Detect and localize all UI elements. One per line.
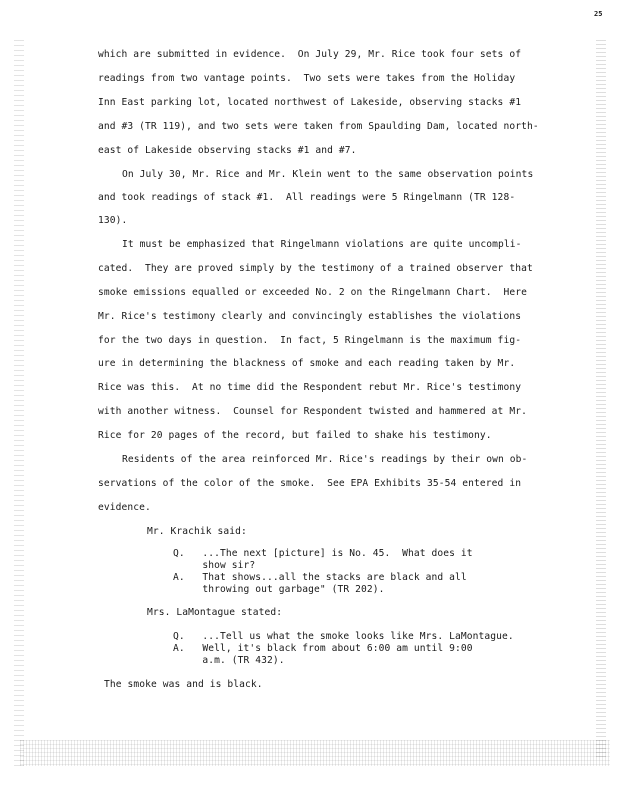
paragraph-line: for the two days in question. In fact, 5 Ringelmann is the maximum fig- (98, 335, 522, 346)
paragraph-line: Rice for 20 pages of the record, but failed to shake his testimony. (98, 430, 492, 441)
paragraph-line: Inn East parking lot, located northwest of Lakeside, observing stacks #1 (98, 97, 522, 108)
quote-line: a.m. (TR 432). (173, 655, 285, 666)
paragraph-line: Residents of the area reinforced Mr. Rice's readings by their own ob- (122, 454, 528, 465)
paragraph-line: evidence. (98, 502, 151, 513)
paragraph-line: which are submitted in evidence. On July 29, Mr. Rice took four sets of (98, 49, 522, 60)
paragraph-line: Mr. Rice's testimony clearly and convincingly establishes the violations (98, 311, 522, 322)
quote-line: show sir? (173, 560, 256, 571)
paragraph-line: and took readings of stack #1. All readings were 5 Ringelmann (TR 128- (98, 192, 516, 203)
quote-line: throwing out garbage" (TR 202). (173, 584, 385, 595)
scan-artifact-bottom (20, 740, 610, 766)
scan-artifact-left (14, 40, 24, 770)
quote-line: Q. ...The next [picture] is No. 45. What does it (173, 548, 473, 559)
paragraph-line: It must be emphasized that Ringelmann violations are quite uncompli- (122, 239, 522, 250)
paragraph-line: On July 30, Mr. Rice and Mr. Klein went to the same observation points (122, 169, 534, 180)
quote-intro: Mr. Krachik said: (147, 526, 247, 537)
conclusion-line: The smoke was and is black. (104, 679, 263, 690)
quote-intro: Mrs. LaMontague stated: (147, 607, 283, 618)
paragraph-line: with another witness. Counsel for Respondent twisted and hammered at Mr. (98, 406, 527, 417)
paragraph-line: readings from two vantage points. Two sets were takes from the Holiday (98, 73, 516, 84)
paragraph-line: east of Lakeside observing stacks #1 and #7. (98, 145, 357, 156)
paragraph-line: cated. They are proved simply by the testimony of a trained observer that (98, 263, 533, 274)
paragraph-line: 130). (98, 215, 128, 226)
quote-line: Q. ...Tell us what the smoke looks like Mrs. LaMontague. (173, 631, 514, 642)
page-number: 25 (594, 10, 603, 18)
paragraph-line: Rice was this. At no time did the Respondent rebut Mr. Rice's testimony (98, 382, 522, 393)
paragraph-line: and #3 (TR 119), and two sets were taken from Spaulding Dam, located north- (98, 121, 539, 132)
paragraph-line: ure in determining the blackness of smoke and each reading taken by Mr. (98, 358, 516, 369)
quote-line: A. Well, it's black from about 6:00 am until 9:00 (173, 643, 473, 654)
paragraph-line: smoke emissions equalled or exceeded No. 2 on the Ringelmann Chart. Here (98, 287, 527, 298)
scan-artifact-right (596, 40, 606, 760)
paragraph-line: servations of the color of the smoke. See EPA Exhibits 35-54 entered in (98, 478, 522, 489)
quote-line: A. That shows...all the stacks are black and all (173, 572, 467, 583)
